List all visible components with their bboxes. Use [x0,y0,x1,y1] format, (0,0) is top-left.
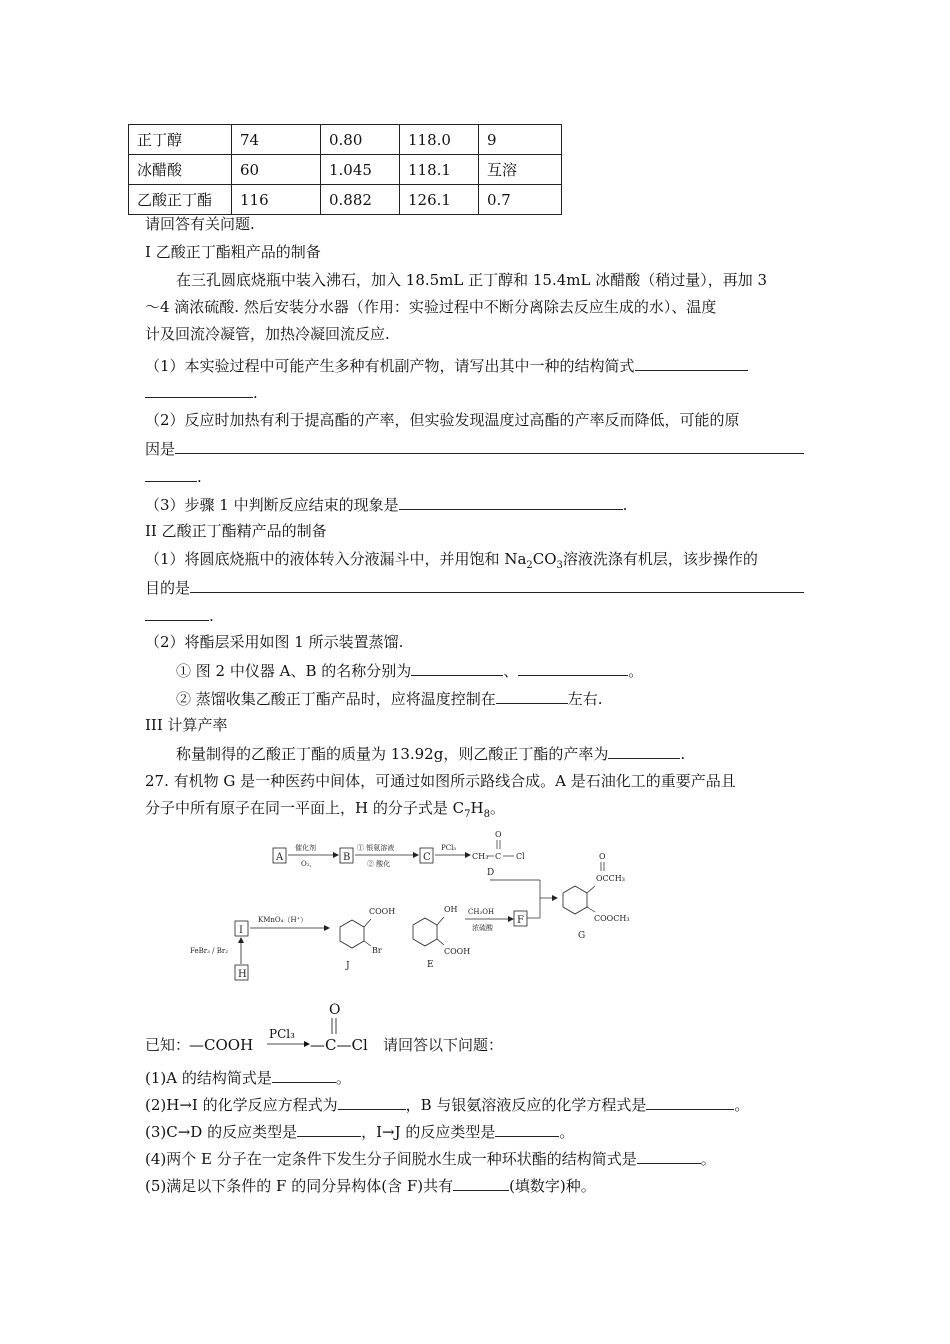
question-2-1-line-2 [145,577,804,598]
table-cell: 116 [232,185,321,215]
answer-5 [145,1175,596,1196]
question-2-2-ii [176,688,603,709]
answer-1 [145,1067,351,1088]
reagent-hi: FeBr₃ / Br₂ [190,947,229,955]
table-row [129,185,562,215]
question-1-1-cont [145,382,258,403]
answer-blank [190,577,804,593]
d-chlorine: Cl [516,852,525,861]
text-part: 。 [489,799,505,817]
question-1-2-text: 因是 [145,440,176,458]
arrowhead [333,852,339,858]
period: 。 [734,1096,750,1114]
label-j: J [346,961,350,971]
bond [437,939,444,945]
table-cell: 冰醋酸 [129,155,232,185]
reagent-ij: KMnO₄（H⁺） [258,916,308,924]
d-ch3: CH₃ [472,852,489,861]
question-2-1-text: 目的是 [145,579,191,597]
arrowhead [465,852,471,858]
answer-blank [399,494,623,510]
question-text: (5)满足以下条件的 F 的同分异构体(含 F)共有 [145,1177,454,1195]
known-product: —C—Cl [310,1036,368,1054]
answer-blank [518,660,628,676]
label-h: H [238,969,247,980]
para-1-line-2: ～4 滴浓硫酸. 然后安装分水器（作用：实验过程中不断分离除去反应生成的水）、温度 [145,298,717,316]
answer-blank [338,1094,406,1110]
text-part: (填数字)种。 [509,1177,596,1195]
arrowhead [238,937,244,943]
answer-blank [496,688,568,704]
question-text: (1)A 的结构简式是 [145,1069,272,1087]
table-cell: 118.0 [400,125,479,155]
answer-blank [145,382,253,398]
question-text: ，I→J 的反应类型是 [361,1123,496,1141]
period: 。 [335,1069,351,1087]
reagent-ef-bottom: 浓硫酸 [472,924,493,932]
prompt-text: 请回答有关问题. [145,215,255,233]
bond [587,907,595,912]
text-part: （1）将圆底烧瓶中的液体转入分液漏斗中，并用饱和 Na [145,550,527,568]
answer-blank [272,1067,336,1083]
question-1-3 [145,494,627,515]
text-part: 分子中所有原子在同一平面上，H 的分子式是 C [145,799,465,817]
label-a: A [276,852,284,863]
answer-blank [453,1175,509,1191]
question-27-line-2 [145,798,505,825]
question-3 [176,743,685,764]
d-carbon: C [495,852,502,861]
arrowhead [552,895,558,901]
reagent-bc-bottom: ② 酸化 [367,860,391,868]
question-text: (3)C→D 的反应类型是 [145,1123,298,1141]
synthesis-route-diagram [190,828,670,993]
reagent-ab-top: 催化剂 [295,844,316,852]
subscript: 7 [464,809,471,820]
arrowhead [508,916,514,922]
table-cell: 互溶 [479,155,562,185]
text-part: 溶液洗涤有机层，该步操作的 [562,550,758,568]
table-cell: 乙酸正丁酯 [129,185,232,215]
e-hydroxyl: OH [444,905,458,914]
bond [587,886,595,893]
table-cell: 正丁醇 [129,125,232,155]
properties-table [128,124,562,215]
question-text: 称量制得的乙酸正丁酯的质量为 13.92g，则乙酸正丁酯的产率为 [176,745,609,763]
question-1-2-line-1: （2）反应时加热有利于提高酯的产率，但实验发现温度过高酯的产率反而降低，可能的原 [145,411,740,429]
table-cell: 74 [232,125,321,155]
j-carboxyl: COOH [369,907,396,916]
question-1-2-cont [145,466,202,487]
bond [437,917,444,925]
section-1-title: I 乙酸正丁酯粗产品的制备 [145,243,321,261]
bond [364,941,371,946]
label-g: G [578,931,586,941]
section-2-title: II 乙酸正丁酯精产品的制备 [145,522,327,540]
period: . [197,468,202,486]
reagent-ab-bottom: O₂， [301,860,317,868]
arrowhead [324,925,330,931]
e-carboxyl: COOH [444,947,471,956]
table-cell: 0.882 [321,185,400,215]
reagent-bc-top: ① 银氨溶液 [357,844,395,852]
label-c: C [423,852,431,863]
period: 。 [559,1123,575,1141]
subscript: 2 [526,560,533,571]
answer-blank [495,1121,559,1137]
table-cell: 126.1 [400,185,479,215]
label-f: F [517,915,524,926]
table-cell: 118.1 [400,155,479,185]
table-row [129,125,562,155]
label-b: B [343,852,351,863]
period: 。 [628,662,644,680]
period: . [209,607,214,625]
question-text: (4)两个 E 分子在一定条件下发生分子间脱水生成一种环状酯的结构简式是 [145,1150,637,1168]
para-1-line-1: 在三孔圆底烧瓶中装入沸石，加入 18.5mL 正丁醇和 15.4mL 冰醋酸（稍过量），再加 3 [176,271,768,289]
question-text: ② 蒸馏收集乙酸正丁酯产品时，应将温度控制在 [176,690,496,708]
d-oxygen: O [495,830,502,839]
bond [364,919,371,927]
question-1-1-text: （1）本实验过程中可能产生多种有机副产物，请写出其中一种的结构简式 [145,357,635,375]
g-ester: COOCH₃ [594,914,630,923]
known-oxygen: O [329,1002,341,1018]
answer-blank [635,355,748,371]
subscript: 8 [483,809,490,820]
known-reagent: PCl₃ [269,1027,295,1041]
table-row [129,155,562,185]
question-2-1-line-1 [145,549,758,576]
answer-2 [145,1094,749,1115]
text-part: 左右. [567,690,603,708]
j-benzene-ring [340,920,364,948]
arrowhead [413,852,419,858]
question-text: (2)H→I 的化学反应方程式为 [145,1096,338,1114]
question-2-1-cont [145,605,214,626]
table-cell: 0.80 [321,125,400,155]
question-1-1 [145,355,748,376]
known-followup: 请回答以下问题： [383,1036,504,1054]
known-label: 已知： [145,1036,191,1054]
answer-blank [637,1148,701,1164]
answer-blank [175,438,804,454]
question-27-line-1: 27. 有机物 G 是一种医药中间体，可通过如图所示路线合成。A 是石油化工的重要产品且 [145,772,736,790]
answer-blank [145,466,197,482]
known-reactant: —COOH [189,1036,254,1054]
label-i: I [239,925,243,936]
table-cell: 9 [479,125,562,155]
period: 。 [700,1150,716,1168]
reagent-ef-top: CH₃OH [468,908,495,916]
answer-3 [145,1121,574,1142]
e-benzene-ring [413,918,437,946]
answer-blank [145,605,209,621]
question-1-3-text: （3）步骤 1 中判断反应结束的现象是 [145,496,399,514]
table-cell: 0.7 [479,185,562,215]
question-1-2-line-2 [145,438,804,459]
table-cell: 60 [232,155,321,185]
para-1-line-3: 计及回流冷凝管，加热冷凝回流反应. [145,325,390,343]
period: . [253,384,258,402]
known-reaction [145,1000,745,1062]
period: . [622,496,628,514]
answer-4 [145,1148,716,1169]
answer-blank [297,1121,361,1137]
label-d: D [487,868,495,878]
j-bromine: Br [372,946,382,955]
table-cell: 1.045 [321,155,400,185]
question-2-2: （2）将酯层采用如图 1 所示装置蒸馏. [145,633,404,651]
question-text: ，B 与银氨溶液反应的化学方程式是 [405,1096,647,1114]
text-part: H [470,799,484,817]
g-acetoxy: OCCH₃ [596,874,625,883]
period: . [680,745,686,763]
g-benzene-ring [563,886,587,914]
question-2-2-i [176,660,643,681]
answer-blank [646,1094,734,1110]
separator: 、 [503,662,519,680]
text-part: CO [532,550,557,568]
subscript: 3 [556,560,563,571]
reagent-cd: PCl₃ [441,844,457,852]
question-text: ① 图 2 中仪器 A、B 的名称分别为 [176,662,412,680]
answer-blank [608,743,680,759]
g-oxygen: O [599,852,606,861]
label-e: E [427,960,434,970]
section-3-title: III 计算产率 [145,716,228,734]
answer-blank [411,660,503,676]
